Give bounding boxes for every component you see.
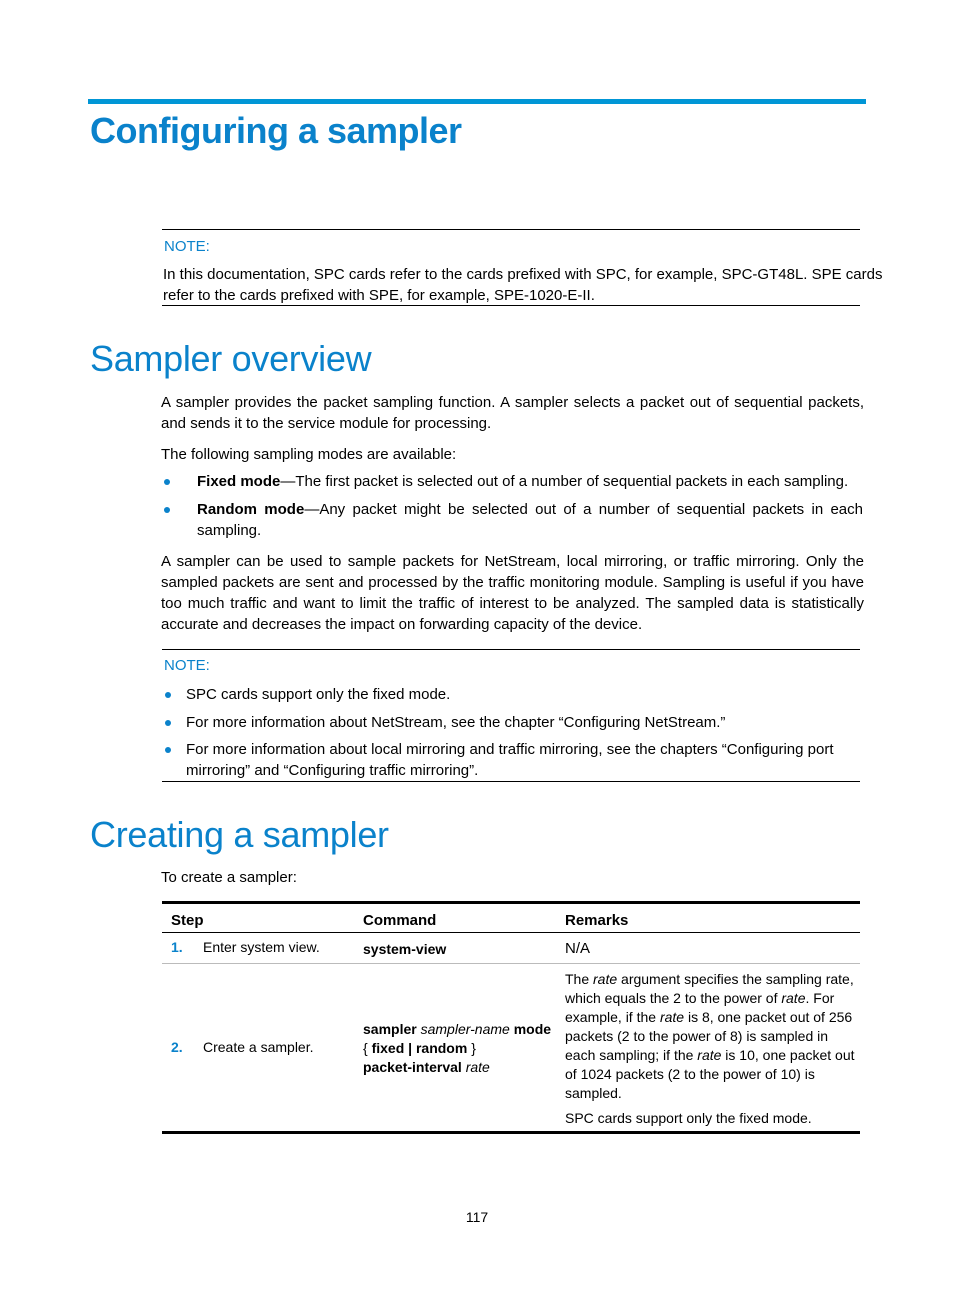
cmd-brace: }: [471, 1040, 476, 1056]
list-item-text: —The first packet is selected out of a number of sequential packets in each sampling.: [280, 473, 849, 490]
table-top-rule: [162, 901, 860, 904]
chapter-title: Configuring a sampler: [90, 110, 462, 151]
step-number: 2.: [171, 1039, 183, 1055]
remarks-run: each sampling; if the: [565, 1047, 698, 1063]
paragraph: A sampler can be used to sample packets for NetStream, local mirroring, or traffic mirroring. Only the sampled packets are sent and processed by the traffic monitoring module. Sampling is useful if you have too much traffic and want to limit the traffic of interest to be analyzed. The sampled data is statistically accurate and decreases the impact on forwarding capacity of the device.: [161, 553, 864, 633]
bullet-icon: [165, 747, 171, 753]
note-top-rule: [162, 649, 860, 650]
remarks-run: is 10, one packet out: [721, 1047, 855, 1063]
cmd-keyword: packet-interval: [363, 1059, 462, 1075]
chapter-rule: [88, 99, 866, 104]
column-header: Step: [171, 912, 204, 929]
note-label: NOTE:: [164, 238, 210, 255]
table-bottom-rule: [162, 1131, 860, 1134]
step-text: Enter system view.: [203, 939, 320, 955]
cmd-keyword: random: [415, 1040, 468, 1056]
remarks-argument: rate: [659, 1009, 685, 1025]
note-text-line: refer to the cards prefixed with SPE, for example, SPE-1020-E-II.: [163, 287, 595, 304]
note-bottom-rule: [162, 781, 860, 782]
column-header: Remarks: [565, 912, 629, 929]
page-number: 117: [465, 1209, 489, 1225]
bullet-icon: [164, 507, 170, 513]
list-item: [197, 471, 863, 492]
remarks-run: . For: [805, 990, 835, 1006]
note-top-rule: [162, 229, 860, 230]
cmd-keyword: fixed: [371, 1040, 405, 1056]
paragraph: The following sampling modes are available:: [161, 446, 457, 463]
cmd-keyword: mode: [513, 1021, 552, 1037]
list-item: [197, 499, 863, 541]
cmd-brace: {: [363, 1040, 368, 1056]
step-number: 1.: [171, 939, 183, 955]
note-label: NOTE:: [164, 657, 210, 674]
column-header: Command: [363, 912, 437, 929]
bullet-icon: [164, 479, 170, 485]
remarks-run: of 1024 packets (2 to the power of 10) is: [565, 1066, 815, 1082]
remarks-text: SPC cards support only the fixed mode.: [565, 1110, 812, 1126]
bullet-icon: [165, 720, 171, 726]
cmd-separator: |: [408, 1040, 413, 1056]
remarks-argument: rate: [781, 990, 806, 1006]
note-list-item: For more information about local mirroring and traffic mirroring, see the chapters “Configuring port mirroring” and “Configuring traffic mirroring”.: [186, 741, 834, 779]
paragraph: To create a sampler:: [161, 869, 297, 886]
cmd-argument: rate: [465, 1059, 490, 1075]
note-list-item: SPC cards support only the fixed mode.: [186, 686, 451, 703]
remarks-run: is 8, one packet out of 256: [684, 1009, 853, 1025]
command-text: system-view: [363, 941, 447, 957]
section-heading: Creating a sampler: [90, 814, 389, 855]
list-item-term: Random mode: [197, 501, 305, 518]
note-bottom-rule: [162, 305, 860, 306]
note-text-line: In this documentation, SPC cards refer to the cards prefixed with SPC, for example, SPC-GT48L. SPE cards: [163, 266, 883, 283]
step-text: Create a sampler.: [203, 1039, 314, 1055]
remarks-argument: rate: [697, 1047, 722, 1063]
remarks-run: which equals the 2 to the power of: [565, 990, 782, 1006]
note-list-item: For more information about NetStream, see the chapter “Configuring NetStream.”: [186, 714, 726, 731]
cmd-keyword: sampler: [363, 1021, 417, 1037]
remarks-run: example, if the: [565, 1009, 660, 1025]
cmd-argument: sampler-name: [420, 1021, 510, 1037]
remarks-run: packets (2 to the power of 8) is sampled in: [565, 1028, 829, 1044]
section-heading: Sampler overview: [90, 338, 372, 379]
bullet-icon: [165, 692, 171, 698]
paragraph: A sampler provides the packet sampling function. A sampler selects a packet out of sequential packets, and sends it to the service module for processing.: [161, 394, 864, 432]
remarks-text: [565, 970, 860, 1103]
remarks-argument: rate: [593, 971, 618, 987]
remarks-run: The: [565, 971, 594, 987]
remarks-run: sampled.: [565, 1085, 622, 1101]
command-syntax: [363, 1020, 553, 1077]
table-row-rule: [162, 963, 860, 964]
remarks-run: argument specifies the sampling rate,: [617, 971, 854, 987]
list-item-text: —Any packet might be selected out of a number of sequential packets in each sampling.: [197, 501, 863, 539]
list-item-term: Fixed mode: [197, 473, 281, 490]
table-header-rule: [162, 932, 860, 933]
remarks-text: N/A: [565, 940, 591, 957]
